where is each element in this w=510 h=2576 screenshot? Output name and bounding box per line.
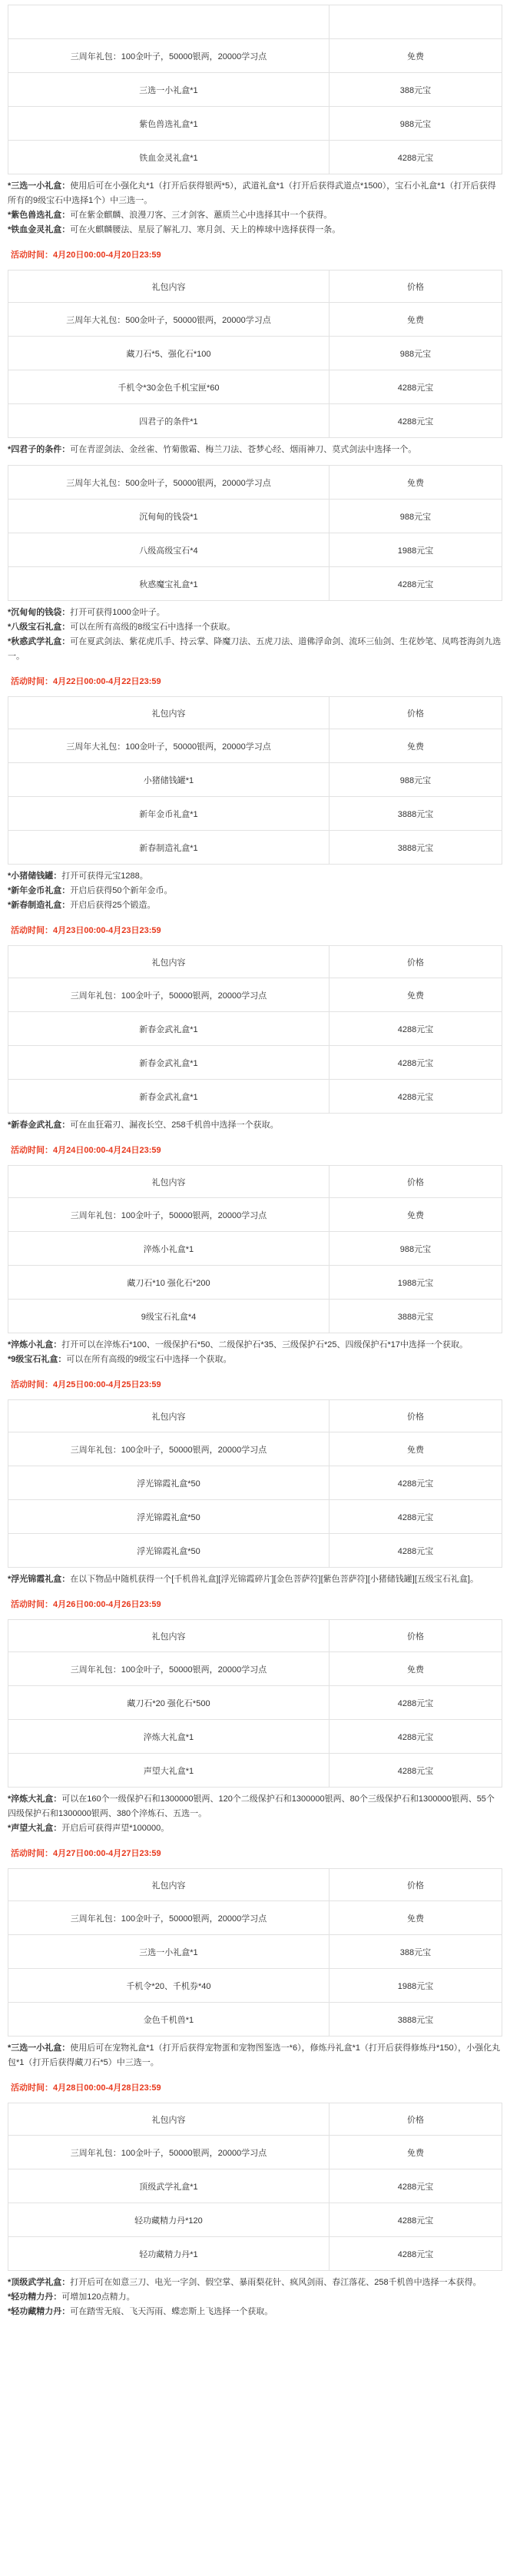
table-row <box>8 404 502 438</box>
gift-price-cell: 免费 <box>329 303 502 337</box>
note-item <box>8 208 502 223</box>
table-row <box>8 1754 502 1788</box>
table-row <box>8 303 502 337</box>
note-title: *淬炼小礼盒： <box>8 1340 62 1349</box>
note-title: *小猪储钱罐： <box>8 871 62 881</box>
table-row <box>8 1935 502 1969</box>
table-row <box>8 1432 502 1466</box>
table-row <box>8 337 502 370</box>
notes-block <box>8 1792 502 1836</box>
gift-price-cell: 4288元宝 <box>329 1012 502 1046</box>
gift-price-cell: 免费 <box>329 2136 502 2169</box>
note-text: 可以在所有高级的8级宝石中选择一个获取。 <box>70 622 236 632</box>
note-title: *9级宝石礼盒： <box>8 1355 67 1364</box>
notes-block <box>8 179 502 237</box>
note-title: *新春金武礼盒： <box>8 1120 71 1130</box>
note-item <box>8 606 502 620</box>
table-row <box>8 729 502 763</box>
table-row <box>8 2203 502 2237</box>
table-row <box>8 797 502 831</box>
gift-price-cell: 988元宝 <box>329 1232 502 1266</box>
period-heading: 活动时间：4月22日00:00-4月22日23:59 <box>11 677 161 686</box>
gift-price-cell: 3888元宝 <box>329 1300 502 1333</box>
gift-content-cell: 浮光锦霞礼盒*50 <box>8 1466 330 1500</box>
table-row <box>8 1466 502 1500</box>
table-header-row <box>8 2103 502 2136</box>
table-row <box>8 2237 502 2271</box>
gift-content-cell: 9级宝石礼盒*4 <box>8 1300 330 1333</box>
header-price: 价格 <box>329 1869 502 1901</box>
table-row <box>8 1266 502 1300</box>
header-price: 价格 <box>329 271 502 303</box>
table-row <box>8 2003 502 2037</box>
gift-content-cell: 三周年礼包：100金叶子，50000银两，20000学习点 <box>8 1652 330 1686</box>
note-text: 在以下物品中随机获得一个[千机兽礼盒][浮光锦霞碎片][金色菩萨符][紫色菩萨符][小猪储钱罐][五级宝石礼盒]。 <box>70 1575 479 1584</box>
gift-content-cell: 轻功藏精力丹*120 <box>8 2203 330 2237</box>
note-title: *紫色兽选礼盒： <box>8 211 71 220</box>
table-header-row <box>8 1400 502 1432</box>
period-heading: 活动时间：4月20日00:00-4月20日23:59 <box>11 251 161 260</box>
table-row <box>8 500 502 533</box>
gift-content-cell: 浮光锦霞礼盒*50 <box>8 1534 330 1568</box>
gift-content-cell: 浮光锦霞礼盒*50 <box>8 1500 330 1534</box>
note-item <box>8 1792 502 1821</box>
note-title: *三选一小礼盒： <box>8 181 71 191</box>
gift-content-cell: 三周年礼包：100金叶子，50000银两，20000学习点 <box>8 1432 330 1466</box>
table-row <box>8 1080 502 1114</box>
table-header-row <box>8 1166 502 1198</box>
gift-content-cell: 藏刀石*10 强化石*200 <box>8 1266 330 1300</box>
gift-content-cell: 千机令*20、千机券*40 <box>8 1969 330 2003</box>
header-item: 礼包内容 <box>8 1869 330 1901</box>
table-row <box>8 1652 502 1686</box>
header-price: 价格 <box>329 1400 502 1432</box>
gift-content-cell: 淬炼大礼盒*1 <box>8 1720 330 1754</box>
gift-price-cell: 388元宝 <box>329 73 502 107</box>
period-heading: 活动时间：4月27日00:00-4月27日23:59 <box>11 1849 161 1858</box>
table-row <box>8 1046 502 1080</box>
gift-price-cell: 988元宝 <box>329 337 502 370</box>
notes-block <box>8 2041 502 2070</box>
note-title: *铁血金灵礼盒： <box>8 225 71 234</box>
note-title: *轻功精力丹： <box>8 2292 62 2302</box>
note-item <box>8 223 502 237</box>
note-title: *三选一小礼盒： <box>8 2043 71 2053</box>
gift-content-cell: 三选一小礼盒*1 <box>8 73 330 107</box>
note-title: *新年金币礼盒： <box>8 886 71 895</box>
table-header-row <box>8 946 502 978</box>
gift-content-cell: 金色千机兽*1 <box>8 2003 330 2037</box>
period-heading: 活动时间：4月28日00:00-4月28日23:59 <box>11 2083 161 2093</box>
table-row <box>8 763 502 797</box>
gift-price-cell: 388元宝 <box>329 1935 502 1969</box>
note-title: *八级宝石礼盒： <box>8 622 71 632</box>
note-item <box>8 1338 502 1353</box>
gift-content-cell: 新春金武礼盒*1 <box>8 1080 330 1114</box>
note-item <box>8 620 502 635</box>
gift-price-cell: 4288元宝 <box>329 1080 502 1114</box>
gift-table <box>8 270 502 438</box>
note-text: 使用后可在宠物礼盒*1（打开后获得宠物蛋和宠物图鉴选一*6），修炼丹礼盒*1（打开后获得修炼丹*150），小强化丸包*1（打开后获得藏刀石*5）中三选一。 <box>8 2043 501 2067</box>
gift-price-cell: 免费 <box>329 1652 502 1686</box>
gift-content-cell: 藏刀石*20 强化石*500 <box>8 1686 330 1720</box>
gift-content-cell: 新春金武礼盒*1 <box>8 1012 330 1046</box>
gift-content-cell: 三选一小礼盒*1 <box>8 1935 330 1969</box>
note-text: 可在踏雪无痕、飞天泻雨、蝶恋斯上飞选择一个获取。 <box>70 2307 273 2316</box>
gift-price-cell: 4288元宝 <box>329 1500 502 1534</box>
table-row <box>8 1198 502 1232</box>
gift-content-cell: 紫色兽选礼盒*1 <box>8 107 330 141</box>
notes-block <box>8 2276 502 2319</box>
table-header-row <box>8 1620 502 1652</box>
gift-price-cell: 3888元宝 <box>329 831 502 865</box>
gift-price-cell: 4288元宝 <box>329 2237 502 2271</box>
table-row <box>8 39 502 73</box>
gift-content-cell: 三周年大礼包：100金叶子，50000银两，20000学习点 <box>8 729 330 763</box>
note-item <box>8 179 502 208</box>
note-item <box>8 2290 502 2305</box>
header-item: 礼包内容 <box>8 1166 330 1198</box>
note-title: *秋惑武学礼盒： <box>8 637 71 646</box>
note-text: 打开可以在淬炼石*100、一级保护石*50、二级保护石*35、三级保护石*25、四级保护石*17中选择一个获取。 <box>61 1340 468 1349</box>
gift-table <box>8 465 502 601</box>
table-row <box>8 2169 502 2203</box>
gift-table <box>8 2103 502 2271</box>
gift-content-cell: 四君子的条件*1 <box>8 404 330 438</box>
period-heading: 活动时间：4月23日00:00-4月23日23:59 <box>11 926 161 935</box>
header-item: 礼包内容 <box>8 1400 330 1432</box>
header-price: 价格 <box>329 1166 502 1198</box>
gift-price-cell: 4288元宝 <box>329 1686 502 1720</box>
table-row <box>8 978 502 1012</box>
table-row <box>8 466 502 500</box>
note-text: 开启后可获得声望*100000。 <box>61 1824 170 1833</box>
note-text: 打开后可在如意三刀、电光一字剑、假空掌、暴雨梨花针、疯风剑雨、春江落花、258千机兽中选择一本获得。 <box>70 2278 482 2287</box>
gift-table <box>8 1165 502 1333</box>
note-title: *沉甸甸的钱袋： <box>8 608 71 617</box>
table-row <box>8 1534 502 1568</box>
gift-price-cell: 988元宝 <box>329 107 502 141</box>
gift-table <box>8 696 502 865</box>
gift-table <box>8 1619 502 1788</box>
header-price: 价格 <box>329 1620 502 1652</box>
table-row <box>8 533 502 567</box>
notes-block <box>8 869 502 913</box>
gift-price-cell: 4288元宝 <box>329 1046 502 1080</box>
gift-content-cell: 三周年礼包：100金叶子，50000银两，20000学习点 <box>8 39 330 73</box>
gift-table <box>8 5 502 174</box>
table-row <box>8 370 502 404</box>
gift-price-cell <box>329 5 502 39</box>
table-row <box>8 1300 502 1333</box>
notes-block <box>8 443 502 457</box>
gift-content-cell: 八级高级宝石*4 <box>8 533 330 567</box>
gift-content-cell: 秋惑魔宝礼盒*1 <box>8 567 330 601</box>
note-item <box>8 898 502 913</box>
note-text: 可在青涩剑法、金丝雀、竹菊傲霜、梅兰刀法、苍梦心经、烟雨神刀、莫式剑法中选择一个。 <box>70 445 417 454</box>
note-item <box>8 443 502 457</box>
gift-content-cell: 千机令*30金色千机宝匣*60 <box>8 370 330 404</box>
gift-price-cell: 4288元宝 <box>329 141 502 174</box>
note-text: 可在火麒麟腰法、星辰了解礼刀、寒月剑、天上的棒球中选择获得一条。 <box>70 225 341 234</box>
gift-price-cell: 4288元宝 <box>329 370 502 404</box>
gift-content-cell: 新春制造礼盒*1 <box>8 831 330 865</box>
note-text: 可在血狂霜刃、漏夜长空、258千机兽中选择一个获取。 <box>70 1120 279 1130</box>
note-text: 打开可获得1000金叶子。 <box>70 608 165 617</box>
table-row <box>8 141 502 174</box>
period-heading: 活动时间：4月25日00:00-4月25日23:59 <box>11 1380 161 1389</box>
note-text: 使用后可在小强化丸*1（打开后获得银两*5），武道礼盒*1（打开后获得武道点*1500），宝石小礼盒*1（打开后获得所有的9级宝石中选择1个）中三选一。 <box>8 181 496 205</box>
period-heading: 活动时间：4月24日00:00-4月24日23:59 <box>11 1146 161 1155</box>
gift-price-cell: 3888元宝 <box>329 2003 502 2037</box>
note-title: *轻功藏精力丹： <box>8 2307 71 2316</box>
header-item: 礼包内容 <box>8 946 330 978</box>
note-item <box>8 1353 502 1367</box>
note-item <box>8 884 502 898</box>
gift-price-cell: 4288元宝 <box>329 404 502 438</box>
gift-price-cell: 免费 <box>329 729 502 763</box>
gift-price-cell: 1988元宝 <box>329 1266 502 1300</box>
table-header-row <box>8 697 502 729</box>
gift-content-cell: 新春金武礼盒*1 <box>8 1046 330 1080</box>
gift-content-cell <box>8 5 330 39</box>
table-row <box>8 73 502 107</box>
gift-content-cell: 三周年礼包：100金叶子，50000银两，20000学习点 <box>8 978 330 1012</box>
gift-content-cell: 声望大礼盒*1 <box>8 1754 330 1788</box>
note-item <box>8 2276 502 2290</box>
table-header-row <box>8 1869 502 1901</box>
table-header-row <box>8 271 502 303</box>
notes-block <box>8 606 502 664</box>
note-text: 可以在所有高级的9级宝石中选择一个获取。 <box>66 1355 232 1364</box>
table-row <box>8 5 502 39</box>
gift-price-cell: 免费 <box>329 1432 502 1466</box>
table-row <box>8 831 502 865</box>
gift-price-cell: 1988元宝 <box>329 533 502 567</box>
gift-price-cell: 4288元宝 <box>329 1754 502 1788</box>
gift-content-cell: 淬炼小礼盒*1 <box>8 1232 330 1266</box>
note-item <box>8 2041 502 2070</box>
header-item: 礼包内容 <box>8 271 330 303</box>
note-title: *四君子的条件： <box>8 445 71 454</box>
header-item: 礼包内容 <box>8 1620 330 1652</box>
header-price: 价格 <box>329 697 502 729</box>
gift-content-cell: 轻功藏精力丹*1 <box>8 2237 330 2271</box>
notes-block <box>8 1118 502 1133</box>
gift-price-cell: 3888元宝 <box>329 797 502 831</box>
gift-content-cell: 沉甸甸的钱袋*1 <box>8 500 330 533</box>
gift-price-cell: 免费 <box>329 39 502 73</box>
table-row <box>8 107 502 141</box>
header-item: 礼包内容 <box>8 2103 330 2136</box>
gift-price-cell: 免费 <box>329 1198 502 1232</box>
gift-price-cell: 4288元宝 <box>329 567 502 601</box>
note-text: 开启后获得50个新年金币。 <box>70 886 173 895</box>
gift-price-cell: 4288元宝 <box>329 1534 502 1568</box>
table-row <box>8 1720 502 1754</box>
gift-content-cell: 三周年大礼包：500金叶子，50000银两，20000学习点 <box>8 303 330 337</box>
gift-price-cell: 988元宝 <box>329 500 502 533</box>
table-row <box>8 1901 502 1935</box>
gift-content-cell: 小猪储钱罐*1 <box>8 763 330 797</box>
note-text: 可以在160个一级保护石和1300000银两、120个二级保护石和1300000银两、80个三级保护石和1300000银两、55个四级保护石和1300000银两、380个淬炼石、五选一。 <box>8 1794 495 1818</box>
gift-price-cell: 4288元宝 <box>329 1466 502 1500</box>
note-text: 开启后获得25个锻造。 <box>70 901 156 910</box>
gift-content-cell: 三周年礼包：100金叶子，50000银两，20000学习点 <box>8 1198 330 1232</box>
table-row <box>8 1969 502 2003</box>
note-item <box>8 2305 502 2319</box>
gift-content-cell: 三周年大礼包：500金叶子，50000银两，20000学习点 <box>8 466 330 500</box>
note-title: *淬炼大礼盒： <box>8 1794 62 1804</box>
gift-table <box>8 1868 502 2037</box>
header-item: 礼包内容 <box>8 697 330 729</box>
gift-table <box>8 945 502 1114</box>
table-row <box>8 1012 502 1046</box>
gift-price-cell: 4288元宝 <box>329 2203 502 2237</box>
note-text: 可在夏武剑法、紫花虎爪手、持云掌、降魔刀法、五虎刀法、道佛浮命剑、流环三仙剑、生花妙笔、凤鸣苍海剑九选一。 <box>8 637 502 661</box>
table-row <box>8 2136 502 2169</box>
table-row <box>8 567 502 601</box>
note-text: 可在紫金麒麟、浪漫刀客、三才剑客、蕙质兰心中选择其中一个获得。 <box>70 211 333 220</box>
gift-price-cell: 免费 <box>329 1901 502 1935</box>
gift-price-cell: 988元宝 <box>329 763 502 797</box>
header-price: 价格 <box>329 2103 502 2136</box>
table-row <box>8 1232 502 1266</box>
note-text: 打开可获得元宝1288。 <box>61 871 148 881</box>
gift-table <box>8 1399 502 1568</box>
table-row <box>8 1686 502 1720</box>
note-title: *声望大礼盒： <box>8 1824 62 1833</box>
note-title: *顶级武学礼盒： <box>8 2278 71 2287</box>
note-item <box>8 635 502 664</box>
note-item <box>8 1821 502 1836</box>
note-item <box>8 869 502 884</box>
gift-price-cell: 4288元宝 <box>329 1720 502 1754</box>
note-item <box>8 1118 502 1133</box>
gift-price-cell: 免费 <box>329 978 502 1012</box>
gift-content-cell: 顶级武学礼盒*1 <box>8 2169 330 2203</box>
table-row <box>8 1500 502 1534</box>
header-price: 价格 <box>329 946 502 978</box>
gift-price-cell: 免费 <box>329 466 502 500</box>
note-title: *新春制造礼盒： <box>8 901 71 910</box>
notes-block <box>8 1338 502 1367</box>
gift-price-cell: 1988元宝 <box>329 1969 502 2003</box>
gift-content-cell: 铁血金灵礼盒*1 <box>8 141 330 174</box>
notes-block <box>8 1572 502 1587</box>
note-item <box>8 1572 502 1587</box>
gift-content-cell: 三周年礼包：100金叶子，50000银两，20000学习点 <box>8 1901 330 1935</box>
note-title: *浮光锦霞礼盒： <box>8 1575 71 1584</box>
gift-content-cell: 藏刀石*5、强化石*100 <box>8 337 330 370</box>
gift-price-cell: 4288元宝 <box>329 2169 502 2203</box>
gift-content-cell: 三周年礼包：100金叶子，50000银两，20000学习点 <box>8 2136 330 2169</box>
note-text: 可增加120点精力。 <box>61 2292 135 2302</box>
gift-content-cell: 新年金币礼盒*1 <box>8 797 330 831</box>
period-heading: 活动时间：4月26日00:00-4月26日23:59 <box>11 1600 161 1609</box>
